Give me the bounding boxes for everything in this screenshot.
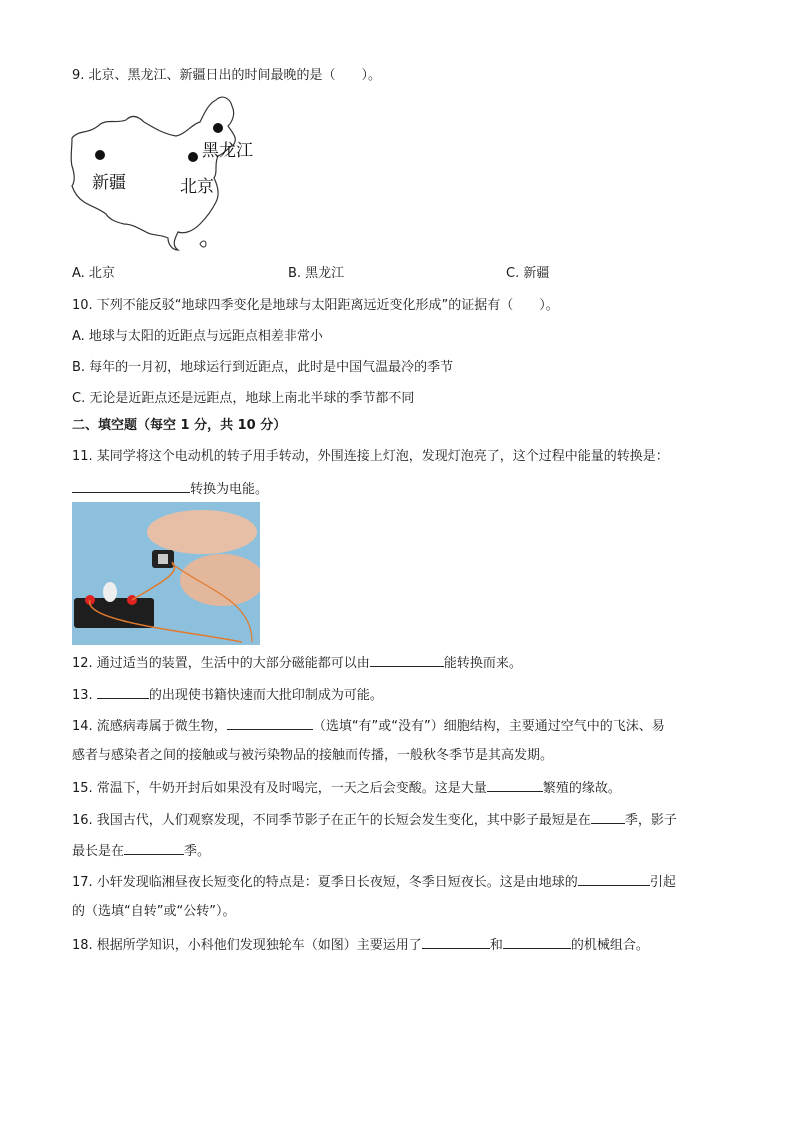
question-9-option-a[interactable]: A. 北京 <box>72 266 115 281</box>
answer-blank[interactable] <box>578 873 650 886</box>
answer-blank[interactable] <box>422 936 490 949</box>
question-16-line-2: 最长是在 季。 <box>72 844 211 859</box>
question-10-option-c[interactable]: C. 无论是近距点还是远距点，地球上南北半球的季节都不同 <box>72 391 415 406</box>
question-11-line-1: 11. 某同学将这个电动机的转子用手转动，外围连接上灯泡，发现灯泡亮了，这个过程中能量的转换是： <box>72 449 669 464</box>
question-16-line-1: 16. 我国古代，人们观察发现，不同季节影子在正午的长短会发生变化，其中影子最短是在 季，影子 <box>72 813 677 828</box>
answer-blank[interactable] <box>503 936 571 949</box>
china-map <box>68 94 268 254</box>
question-18: 18. 根据所学知识，小科他们发现独轮车（如图）主要运用了 和 的机械组合。 <box>72 938 649 953</box>
answer-blank[interactable] <box>487 779 543 792</box>
question-9-option-b[interactable]: B. 黑龙江 <box>288 266 345 281</box>
question-14-line-2: 感者与感染者之间的接触或与被污染物品的接触而传播，一般秋冬季节是其高发期。 <box>72 748 554 763</box>
beijing-label: 北京 <box>180 177 214 197</box>
xinjiang-label: 新疆 <box>92 173 126 193</box>
answer-blank[interactable] <box>227 717 313 730</box>
answer-blank[interactable] <box>97 686 149 699</box>
section-2-title: 二、填空题（每空 1 分，共 10 分） <box>72 418 287 433</box>
answer-blank[interactable] <box>72 480 190 493</box>
question-9-option-c[interactable]: C. 新疆 <box>506 266 550 281</box>
answer-blank[interactable] <box>591 811 625 824</box>
question-11-line-2: 转换为电能。 <box>72 480 268 498</box>
beijing-dot <box>188 152 198 162</box>
question-10-option-b[interactable]: B. 每年的一月初，地球运行到近距点，此时是中国气温最冷的季节 <box>72 360 454 375</box>
answer-blank[interactable] <box>124 842 184 855</box>
question-9-stem: 9. 北京、黑龙江、新疆日出的时间最晚的是（ ）。 <box>72 68 382 83</box>
xinjiang-dot <box>95 150 105 160</box>
question-17-line-2: 的（选填“自转”或“公转”）。 <box>72 904 236 919</box>
question-10-option-a[interactable]: A. 地球与太阳的近距点与远距点相差非常小 <box>72 329 323 344</box>
question-15: 15. 常温下，牛奶开封后如果没有及时喝完，一天之后会变酸。这是大量 繁殖的缘故。 <box>72 781 621 796</box>
question-17-line-1: 17. 小轩发现临湘昼夜长短变化的特点是：夏季日长夜短，冬季日短夜长。这是由地球的 引起 <box>72 875 676 890</box>
question-12: 12. 通过适当的装置，生活中的大部分磁能都可以由 能转换而来。 <box>72 656 522 671</box>
heilongjiang-label: 黑龙江 <box>202 141 253 161</box>
heilongjiang-dot <box>213 123 223 133</box>
answer-blank[interactable] <box>370 654 444 667</box>
motor-experiment-photo <box>72 502 260 645</box>
question-13: 13. 的出现使书籍快速而大批印制成为可能。 <box>72 688 383 703</box>
question-10-stem: 10. 下列不能反驳“地球四季变化是地球与太阳距离远近变化形成”的证据有（ ）。 <box>72 298 559 313</box>
photo-drawing <box>72 502 260 645</box>
question-14-line-1: 14. 流感病毒属于微生物， （选填“有”或“没有”）细胞结构，主要通过空气中的飞沫、易 <box>72 719 665 734</box>
